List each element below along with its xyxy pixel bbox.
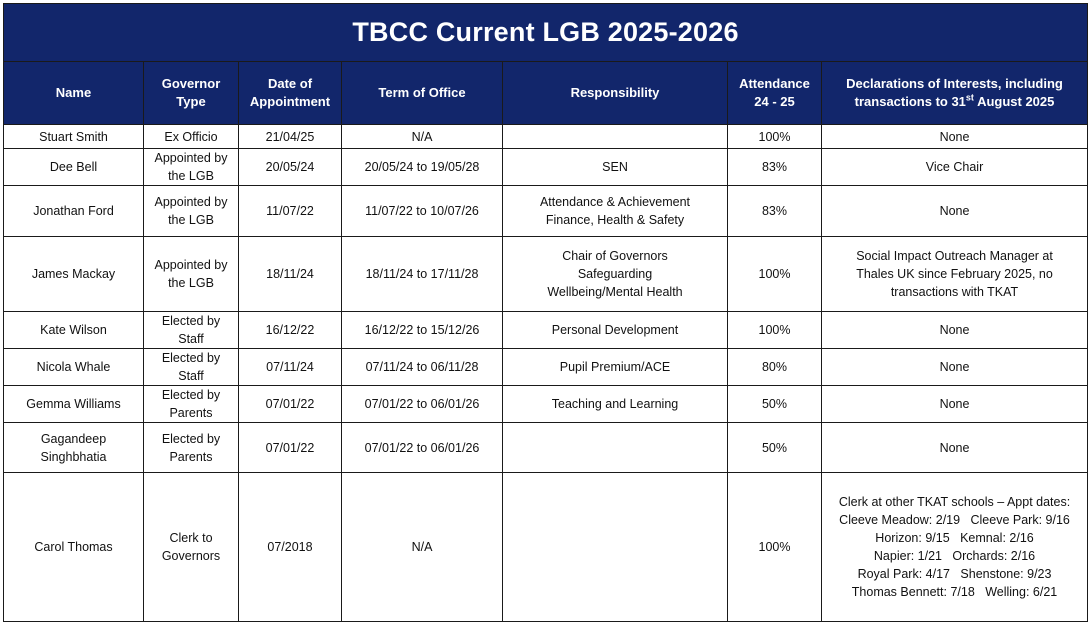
declarations-line: None: [939, 129, 970, 144]
name-cell: [4, 349, 144, 386]
governor-type-line: Parents: [169, 449, 213, 464]
governor-type-line: Staff: [178, 332, 204, 346]
responsibility-cell: [503, 149, 728, 186]
table-row: [4, 386, 1088, 423]
term-of-office-cell: 16/12/22 to 15/12/26: [342, 312, 503, 349]
responsibility-line: Wellbeing/Mental Health: [547, 285, 683, 299]
name-cell: [4, 149, 144, 186]
date-of-appointment-cell: 07/11/24: [239, 349, 342, 386]
governors-table: [3, 3, 1088, 622]
date-of-appointment-cell: 16/12/22: [239, 312, 342, 349]
governor-type-line: the LGB: [168, 276, 214, 290]
name-line: Gagandeep: [40, 431, 107, 446]
name-cell: [4, 186, 144, 237]
name-cell: [4, 423, 144, 473]
term-of-office-cell: 07/11/24 to 06/11/28: [342, 349, 503, 386]
term-of-office-cell: 20/05/24 to 19/05/28: [342, 149, 503, 186]
date-of-appointment-cell: 21/04/25: [239, 125, 342, 149]
name-line: Kate Wilson: [40, 323, 107, 337]
term-of-office-cell: N/A: [342, 125, 503, 149]
declarations-line: Thales UK since February 2025, no: [856, 267, 1053, 281]
responsibility-cell: [503, 349, 728, 386]
date-of-appointment-cell: 18/11/24: [239, 237, 342, 312]
governor-type-line: Appointed by: [154, 151, 228, 165]
declarations-line: None: [939, 440, 970, 455]
term-of-office-cell: 11/07/22 to 10/07/26: [342, 186, 503, 237]
date-of-appointment-cell: 07/01/22: [239, 423, 342, 473]
governor-type-line: Parents: [169, 406, 213, 420]
declarations-line: None: [939, 323, 970, 337]
name-line: Gemma Williams: [26, 397, 121, 411]
governor-type-line: Elected by: [161, 314, 221, 328]
declarations-line: Thomas Bennett: 7/18 Welling: 6/21: [851, 585, 1058, 599]
attendance-cell: 83%: [728, 149, 822, 186]
page-title: TBCC Current LGB 2025-2026: [4, 4, 1088, 62]
attendance-cell: 100%: [728, 312, 822, 349]
governor-type-cell: [144, 149, 239, 186]
governor-type-line: Elected by: [161, 431, 221, 446]
table-row: [4, 473, 1088, 622]
table-row: [4, 237, 1088, 312]
declarations-cell: [822, 473, 1088, 622]
term-of-office-cell: 18/11/24 to 17/11/28: [342, 237, 503, 312]
table-row: [4, 186, 1088, 237]
name-cell: [4, 237, 144, 312]
attendance-cell: 50%: [728, 386, 822, 423]
header-governor-type: Governor Type: [144, 62, 239, 125]
responsibility-cell: [503, 186, 728, 237]
table-row: [4, 312, 1088, 349]
governor-type-line: the LGB: [168, 169, 214, 183]
name-cell: [4, 386, 144, 423]
header-term-of-office: Term of Office: [342, 62, 503, 125]
responsibility-cell: [503, 423, 728, 473]
responsibility-line: Chair of Governors: [562, 249, 668, 263]
header-attendance: Attendance 24 - 25: [728, 62, 822, 125]
table-body: [4, 125, 1088, 622]
declarations-cell: [822, 423, 1088, 473]
declarations-line: None: [939, 397, 970, 411]
table-row: [4, 349, 1088, 386]
governor-type-line: Elected by: [161, 388, 221, 402]
table-row: [4, 149, 1088, 186]
declarations-cell: [822, 186, 1088, 237]
term-of-office-cell: 07/01/22 to 06/01/26: [342, 423, 503, 473]
governor-type-line: Staff: [178, 369, 204, 383]
responsibility-line: Attendance & Achievement: [539, 195, 691, 209]
date-of-appointment-cell: 11/07/22: [239, 186, 342, 237]
name-line: Carol Thomas: [34, 540, 113, 554]
declarations-line: Clerk at other TKAT schools – Appt dates:: [838, 495, 1071, 509]
name-line: Jonathan Ford: [33, 204, 114, 218]
governor-type-cell: [144, 186, 239, 237]
responsibility-line: Safeguarding: [577, 267, 653, 281]
governor-type-line: Appointed by: [154, 195, 228, 209]
governor-type-line: Elected by: [161, 351, 221, 365]
date-of-appointment-cell: 20/05/24: [239, 149, 342, 186]
header-declarations: Declarations of Interests, including transactions to 31st August 2025: [822, 62, 1088, 125]
name-line: Singhbhatia: [40, 449, 107, 464]
declarations-cell: [822, 149, 1088, 186]
name-cell: [4, 125, 144, 149]
table-row: [4, 125, 1088, 149]
header-date-of-appointment: Date of Appointment: [239, 62, 342, 125]
governor-type-cell: [144, 423, 239, 473]
responsibility-cell: [503, 237, 728, 312]
governor-type-cell: [144, 386, 239, 423]
attendance-cell: 100%: [728, 473, 822, 622]
declarations-line: Royal Park: 4/17 Shenstone: 9/23: [857, 567, 1052, 581]
responsibility-line: Teaching and Learning: [551, 397, 679, 411]
header-row: [4, 62, 1088, 125]
declarations-line: Cleeve Meadow: 2/19 Cleeve Park: 9/16: [839, 513, 1070, 527]
name-line: James Mackay: [31, 267, 116, 281]
declarations-line: None: [939, 204, 970, 218]
date-of-appointment-cell: 07/2018: [239, 473, 342, 622]
declarations-line: None: [939, 360, 970, 374]
governor-type-line: Governors: [161, 549, 221, 563]
responsibility-cell: [503, 386, 728, 423]
table-row: [4, 423, 1088, 473]
responsibility-line: Pupil Premium/ACE: [559, 360, 671, 374]
governor-type-line: Ex Officio: [164, 129, 218, 144]
responsibility-line: Finance, Health & Safety: [545, 213, 685, 227]
term-of-office-cell: 07/01/22 to 06/01/26: [342, 386, 503, 423]
name-line: Stuart Smith: [39, 129, 108, 144]
attendance-cell: 83%: [728, 186, 822, 237]
declarations-line: Horizon: 9/15 Kemnal: 2/16: [875, 531, 1034, 545]
declarations-cell: [822, 312, 1088, 349]
declarations-line: Napier: 1/21 Orchards: 2/16: [873, 549, 1036, 563]
date-of-appointment-cell: 07/01/22: [239, 386, 342, 423]
governor-type-line: Clerk to: [169, 531, 213, 545]
name-cell: [4, 473, 144, 622]
governor-type-cell: [144, 125, 239, 149]
name-cell: [4, 312, 144, 349]
responsibility-cell: [503, 473, 728, 622]
header-name: Name: [4, 62, 144, 125]
declarations-cell: [822, 349, 1088, 386]
responsibility-cell: [503, 312, 728, 349]
declarations-cell: [822, 125, 1088, 149]
declarations-line: Vice Chair: [925, 160, 984, 174]
governors-table-container: [3, 3, 1087, 622]
governor-type-cell: [144, 237, 239, 312]
responsibility-line: SEN: [602, 160, 628, 174]
term-of-office-cell: N/A: [342, 473, 503, 622]
responsibility-cell: [503, 125, 728, 149]
declarations-cell: [822, 237, 1088, 312]
declarations-line: Social Impact Outreach Manager at: [856, 249, 1053, 263]
declarations-cell: [822, 386, 1088, 423]
attendance-cell: 100%: [728, 237, 822, 312]
governor-type-cell: [144, 312, 239, 349]
attendance-cell: 50%: [728, 423, 822, 473]
declarations-line: transactions with TKAT: [890, 285, 1019, 299]
responsibility-line: Personal Development: [551, 323, 679, 337]
attendance-cell: 80%: [728, 349, 822, 386]
governor-type-line: the LGB: [168, 213, 214, 227]
name-line: Nicola Whale: [36, 360, 111, 374]
name-line: Dee Bell: [49, 160, 98, 174]
attendance-cell: 100%: [728, 125, 822, 149]
governor-type-cell: [144, 349, 239, 386]
header-responsibility: Responsibility: [503, 62, 728, 125]
governor-type-line: Appointed by: [154, 258, 228, 272]
governor-type-cell: [144, 473, 239, 622]
